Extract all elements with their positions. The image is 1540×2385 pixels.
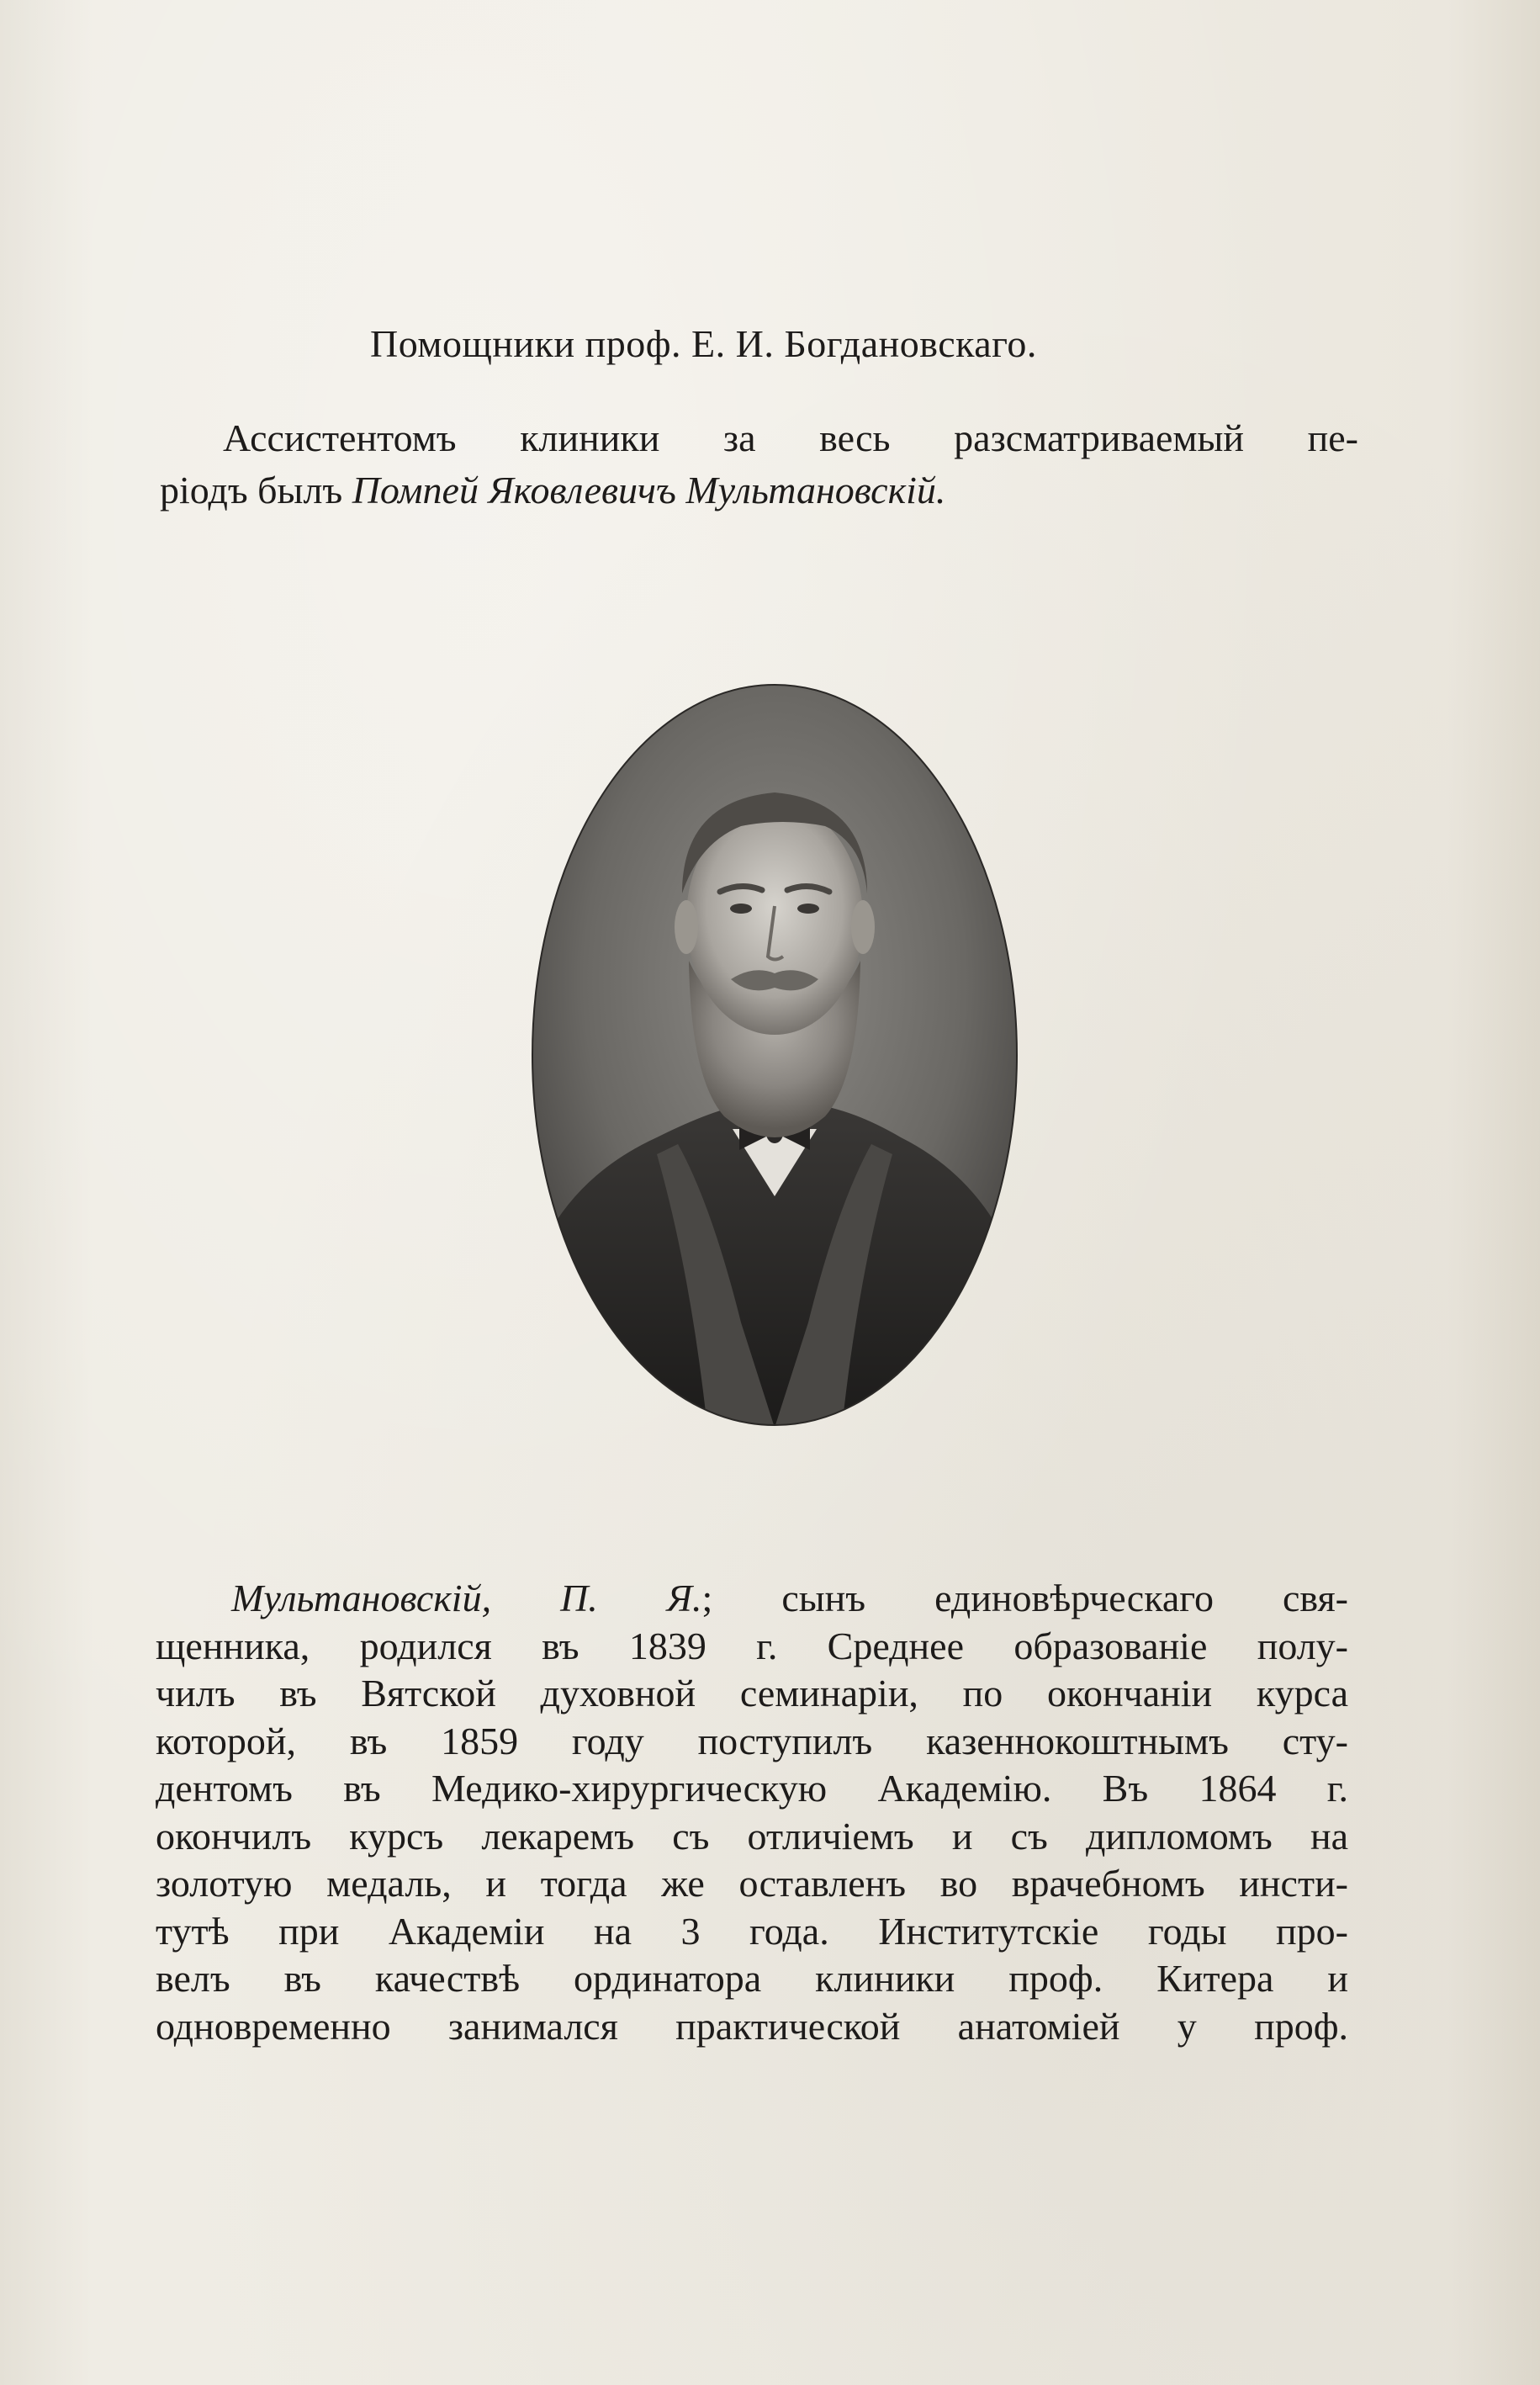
portrait-svg bbox=[531, 683, 1019, 1428]
portrait-photo-icon bbox=[531, 683, 1019, 1428]
body-line-1-rest: ; сынъ единовѣрческаго свя- bbox=[701, 1577, 1349, 1619]
body-line: одновременно занимался практической анатоміей у проф. bbox=[156, 2004, 1348, 2048]
body-line: дентомъ въ Медико-хирургическую Академію. Въ 1864 г. bbox=[156, 1767, 1348, 1810]
body-line: которой, въ 1859 году поступилъ казеннокоштнымъ сту- bbox=[156, 1719, 1348, 1762]
intro-line-2 bbox=[160, 464, 1358, 517]
biography-paragraph bbox=[156, 1575, 1348, 2050]
body-line-1 bbox=[156, 1575, 1348, 1623]
intro-paragraph bbox=[160, 412, 1358, 517]
body-line: чилъ въ Вятской духовной семинаріи, по окончаніи курса bbox=[156, 1672, 1348, 1715]
body-line: велъ въ качествѣ ординатора клиники проф. Китера и bbox=[156, 1957, 1348, 2000]
body-line: тутѣ при Академіи на 3 года. Институтскіе годы про- bbox=[156, 1909, 1348, 1953]
body-line: золотую медаль, и тогда же оставленъ во врачебномъ инсти- bbox=[156, 1862, 1348, 1905]
body-line: окончилъ курсъ лекаремъ съ отличіемъ и съ дипломомъ на bbox=[156, 1814, 1348, 1858]
intro-line-1: Ассистентомъ клиники за весь разсматриваемый пе- bbox=[223, 416, 1358, 459]
subject-name: Мультановскій, П. Я. bbox=[231, 1577, 702, 1619]
section-heading: Помощники проф. Е. И. Богдановскаго. bbox=[370, 322, 1037, 365]
body-line: щенника, родился въ 1839 г. Среднее образованіе полу- bbox=[156, 1624, 1348, 1667]
intro-line-2-prefix: ріодъ былъ bbox=[160, 469, 352, 511]
assistant-name: Помпей Яковлевичъ Мультановскій. bbox=[352, 469, 946, 511]
